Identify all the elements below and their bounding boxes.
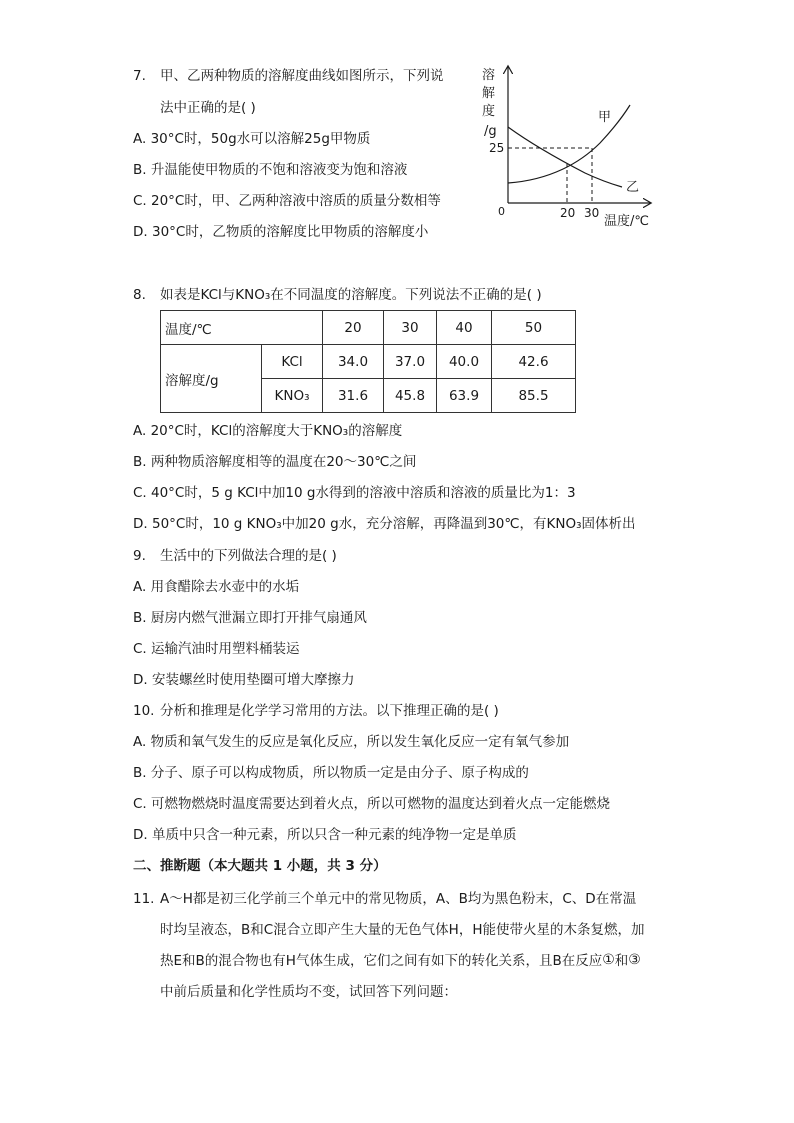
y-label-2: 解 (482, 86, 496, 101)
q8-option-b[interactable]: B. 两种物质溶解度相等的温度在20～30℃之间 (133, 454, 417, 470)
q8-option-d[interactable]: D. 50°C时，10 g KNO₃中加20 g水，充分溶解，再降温到30℃，有KNO₃固体析出 (133, 516, 636, 532)
table-substance-kcl: KCl (262, 345, 323, 379)
table-row-kcl (161, 345, 576, 379)
q9-option-b[interactable]: B. 厨房内燃气泄漏立即打开排气扇通风 (133, 610, 367, 626)
q8-stem (133, 285, 542, 305)
q7-option-a[interactable]: A. 30°C时，50g水可以溶解25g甲物质 (133, 131, 371, 147)
reaction-1-marker: ① (602, 952, 615, 968)
table-header-row (161, 311, 576, 345)
q11-number: 11. (133, 891, 155, 907)
table-cell: 34.0 (323, 345, 384, 379)
y-label-1: 溶 (482, 68, 496, 83)
x-axis-label: 温度/℃ (604, 214, 649, 229)
solubility-table (160, 310, 576, 413)
q11-line2: 时均呈液态，B和C混合立即产生大量的无色气体H，H能使带火星的木条复燃，加 (160, 922, 645, 938)
q9-stem-text: 生活中的下列做法合理的是( ) (160, 548, 337, 564)
q8-number: 8. (133, 287, 146, 303)
table-row-label: 溶解度/g (161, 345, 262, 413)
table-cell: 45.8 (384, 379, 437, 413)
q8-option-a[interactable]: A. 20°C时，KCl的溶解度大于KNO₃的溶解度 (133, 423, 403, 439)
reaction-3-marker: ③ (628, 952, 641, 968)
table-cell: 42.6 (492, 345, 576, 379)
section-heading-inference: 二、推断题（本大题共 1 小题，共 3 分） (133, 858, 387, 874)
q9-number: 9. (133, 548, 146, 564)
x-tick-30: 30 (584, 206, 600, 220)
q9-option-a[interactable]: A. 用食醋除去水壶中的水垢 (133, 579, 300, 595)
q8-option-c[interactable]: C. 40°C时，5 g KCl中加10 g水得到的溶液中溶质和溶液的质量比为1：3 (133, 485, 576, 501)
q10-stem (133, 701, 499, 721)
table-cell: 31.6 (323, 379, 384, 413)
q11-text3: 热E和B的混合物也有H气体生成，它们之间有如下的转化关系，且B在反应 (160, 953, 603, 969)
q10-option-c[interactable]: C. 可燃物燃烧时温度需要达到着火点，所以可燃物的温度达到着火点一定能燃烧 (133, 796, 611, 812)
q7-option-b[interactable]: B. 升温能使甲物质的不饱和溶液变为饱和溶液 (133, 162, 408, 178)
table-temp-20: 20 (323, 311, 384, 345)
table-cell: 63.9 (437, 379, 492, 413)
q11-text1: A～H都是初三化学前三个单元中的常见物质，A、B均为黑色粉末，C、D在常温 (160, 891, 637, 907)
q7-option-c[interactable]: C. 20°C时，甲、乙两种溶液中溶质的质量分数相等 (133, 193, 441, 209)
table-cell: 40.0 (437, 345, 492, 379)
q9-option-c[interactable]: C. 运输汽油时用塑料桶装运 (133, 641, 300, 657)
q11-line3 (160, 951, 641, 971)
q10-number: 10. (133, 703, 155, 719)
q9-option-d[interactable]: D. 安装螺丝时使用垫圈可增大摩擦力 (133, 672, 355, 688)
table-cell: 37.0 (384, 345, 437, 379)
q10-option-d[interactable]: D. 单质中只含一种元素，所以只含一种元素的纯净物一定是单质 (133, 827, 517, 843)
table-temp-40: 40 (437, 311, 492, 345)
curve-yi (508, 127, 622, 187)
q8-stem-text: 如表是KCl与KNO₃在不同温度的溶解度。下列说法不正确的是( ) (160, 287, 542, 303)
curve-jia-label: 甲 (598, 110, 612, 125)
q10-stem-text: 分析和推理是化学学习常用的方法。以下推理正确的是( ) (160, 703, 499, 719)
origin-label: 0 (498, 205, 505, 218)
y-tick-25: 25 (489, 141, 505, 155)
y-label-3: 度 (482, 104, 496, 119)
q7-number: 7. (133, 68, 146, 84)
x-tick-20: 20 (560, 206, 576, 220)
table-header-label: 温度/℃ (161, 311, 323, 345)
table-substance-kno3: KNO₃ (262, 379, 323, 413)
q7-stem-text1: 甲、乙两种物质的溶解度曲线如图所示，下列说 (160, 68, 444, 84)
solubility-curve-graph (470, 55, 660, 235)
q10-option-a[interactable]: A. 物质和氧气发生的反应是氧化反应，所以发生氧化反应一定有氧气参加 (133, 734, 570, 750)
table-cell: 85.5 (492, 379, 576, 413)
curve-yi-label: 乙 (626, 180, 640, 195)
table-temp-30: 30 (384, 311, 437, 345)
q7-stem-line2: 法中正确的是( ) (160, 100, 256, 116)
curve-jia (508, 105, 630, 183)
table-temp-50: 50 (492, 311, 576, 345)
q9-stem (133, 546, 337, 566)
q7-stem-line1 (133, 66, 444, 86)
q10-option-b[interactable]: B. 分子、原子可以构成物质，所以物质一定是由分子、原子构成的 (133, 765, 529, 781)
q11-line4: 中前后质量和化学性质均不变，试回答下列问题： (160, 984, 457, 1000)
q7-option-d[interactable]: D. 30°C时，乙物质的溶解度比甲物质的溶解度小 (133, 224, 429, 240)
q11-line1 (133, 889, 636, 909)
q11-and: 和 (614, 953, 629, 969)
y-label-4: /g (484, 124, 497, 139)
